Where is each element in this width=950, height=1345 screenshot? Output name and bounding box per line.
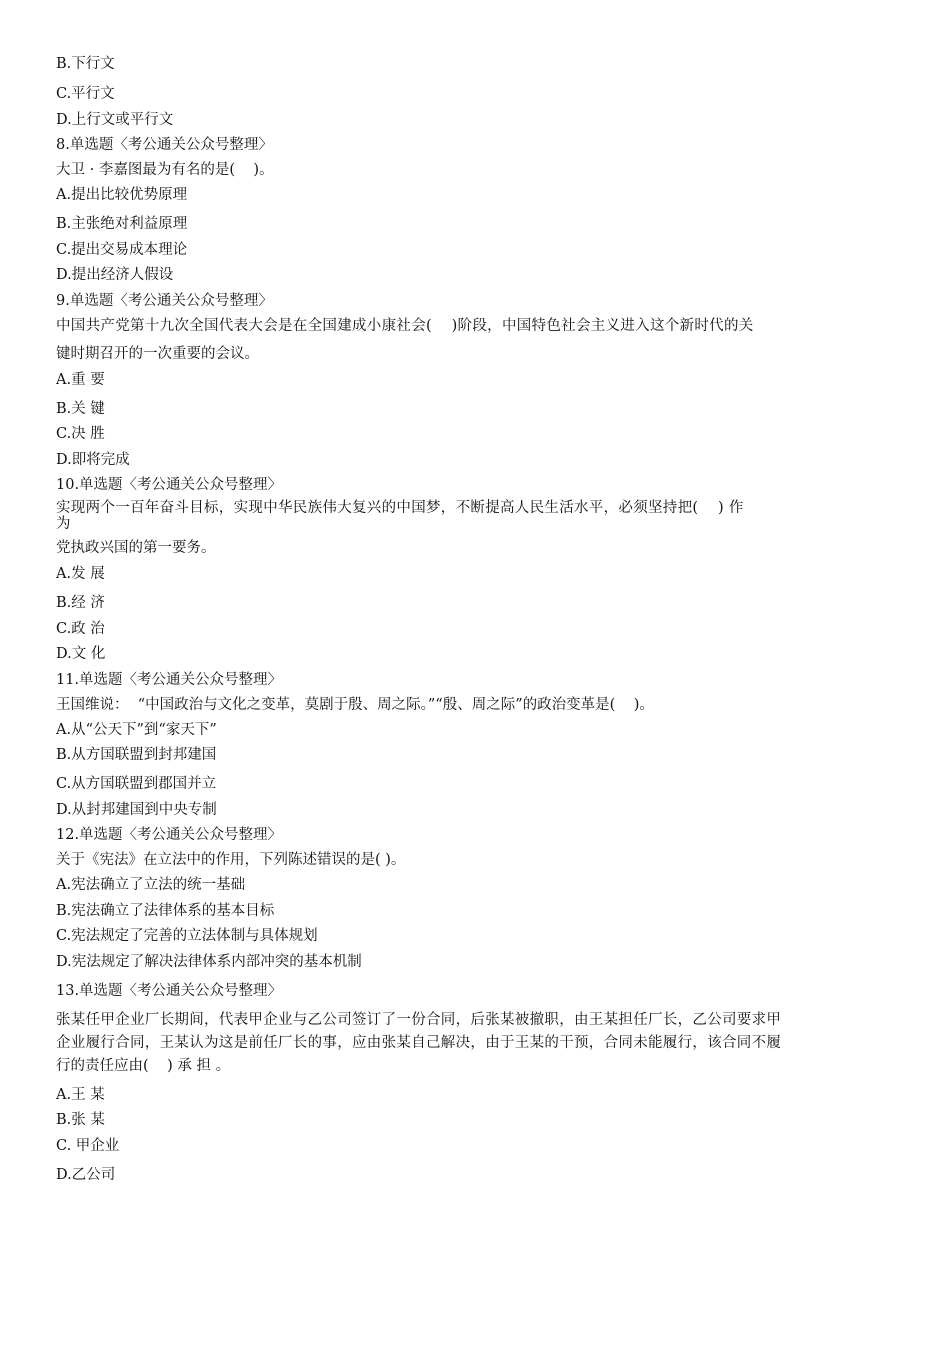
question-header: 9.单选题〈考公通关公众号整理〉 <box>56 292 273 309</box>
question-stem-line: 键时期召开的一次重要的会议。 <box>56 345 259 362</box>
option-d: D.从封邦建国到中央专制 <box>56 801 217 818</box>
option-b: B.经 济 <box>56 595 105 611</box>
question-stem-line: 企业履行合同，王某认为这是前任厂长的事，应由张某自己解决，由于王某的干预，合同未能履行，该合同不履 <box>56 1034 782 1051</box>
question-stem-line: 行的责任应由( ) 承 担 。 <box>56 1057 231 1074</box>
option-c: C.政 治 <box>56 620 105 637</box>
question-stem: 大卫 · 李嘉图最为有名的是( )。 <box>56 162 274 178</box>
question-header: 12.单选题〈考公通关公众号整理〉 <box>56 827 283 843</box>
carry-over-options <box>56 54 886 130</box>
option-d: D.宪法规定了解决法律体系内部冲突的基本机制 <box>56 953 362 970</box>
question-12 <box>56 825 886 972</box>
option-b: B.关 键 <box>56 400 105 417</box>
question-header: 10.单选题〈考公通关公众号整理〉 <box>56 477 283 493</box>
option-d: D.文 化 <box>56 646 106 662</box>
option-a: A.宪法确立了立法的统一基础 <box>56 877 246 893</box>
question-8 <box>56 135 886 285</box>
question-stem-line: 中国共产党第十九次全国代表大会是在全国建成小康社会( )阶段，中国特色社会主义进入这个新时代的关 <box>56 317 754 334</box>
option-b: B.从方国联盟到封邦建国 <box>56 747 217 763</box>
option-a: A.提出比较优势原理 <box>56 187 188 203</box>
question-11 <box>56 670 886 820</box>
option-d: D.上行文或平行文 <box>56 111 174 128</box>
option-b: B.下行文 <box>56 56 115 72</box>
question-stem-line: 为 <box>56 516 71 532</box>
option-c: C. 甲企业 <box>56 1137 120 1154</box>
question-header: 8.单选题〈考公通关公众号整理〉 <box>56 137 273 153</box>
question-header: 11.单选题〈考公通关公众号整理〉 <box>56 671 283 688</box>
option-c: C.决 胜 <box>56 426 105 442</box>
option-b: B.张 某 <box>56 1112 105 1128</box>
option-b: B.宪法确立了法律体系的基本目标 <box>56 902 275 919</box>
question-13 <box>56 981 886 1185</box>
question-stem: 关于《宪法》在立法中的作用，下列陈述错误的是( )。 <box>56 852 406 868</box>
option-c: C.平行文 <box>56 86 115 102</box>
question-stem-line: 张某任甲企业厂长期间，代表甲企业与乙公司签订了一份合同，后张某被撤职，由王某担任厂长，乙公司要求甲 <box>56 1011 782 1028</box>
option-a: A.重 要 <box>56 371 105 388</box>
option-c: C.从方国联盟到郡国并立 <box>56 776 217 792</box>
option-a: A.王 某 <box>56 1086 105 1103</box>
question-stem-line: 实现两个一百年奋斗目标，实现中华民族伟大复兴的中国梦，不断提高人民生活水平，必须坚持把( ) 作 <box>56 500 744 516</box>
option-b: B.主张绝对利益原理 <box>56 216 188 232</box>
question-stem-line: 党执政兴国的第一要务。 <box>56 540 216 556</box>
question-stem: 王国维说： “中国政治与文化之变革，莫剧于殷、周之际。”“殷、周之际”的政治变革是( )。 <box>56 696 654 713</box>
option-a: A.发 展 <box>56 566 105 582</box>
option-a: A.从“公天下”到“家天下” <box>56 721 217 738</box>
option-d: D.乙公司 <box>56 1166 116 1183</box>
option-d: D.提出经济人假设 <box>56 267 174 283</box>
question-header: 13.单选题〈考公通关公众号整理〉 <box>56 982 283 999</box>
question-9 <box>56 291 886 470</box>
option-d: D.即将完成 <box>56 451 130 468</box>
option-c: C.宪法规定了完善的立法体制与具体规划 <box>56 928 318 944</box>
question-10 <box>56 475 886 664</box>
option-c: C.提出交易成本理论 <box>56 241 188 258</box>
document-page <box>56 54 886 1190</box>
